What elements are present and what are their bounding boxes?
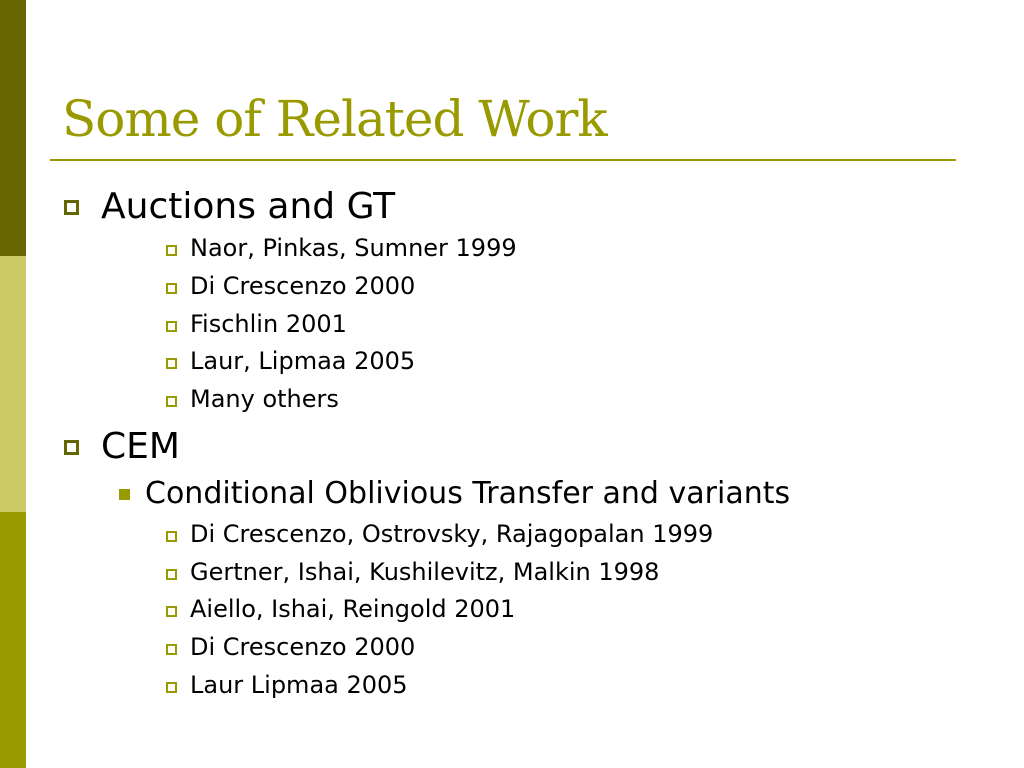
reference-text: Aiello, Ishai, Reingold 2001 <box>190 595 516 623</box>
side-bar-segment-light <box>0 256 26 512</box>
side-color-bar <box>0 0 26 768</box>
reference-text: Gertner, Ishai, Kushilevitz, Malkin 1998 <box>190 558 660 586</box>
reference-text: Laur Lipmaa 2005 <box>190 671 408 699</box>
hollow-square-bullet-icon <box>64 200 79 215</box>
reference-text: Di Crescenzo, Ostrovsky, Rajagopalan 1999 <box>190 520 714 548</box>
hollow-square-bullet-icon <box>166 321 177 332</box>
reference-text: Many others <box>190 385 339 413</box>
section-heading: CEM <box>101 426 180 467</box>
subsection-heading: Conditional Oblivious Transfer and variants <box>145 476 791 511</box>
hollow-square-bullet-icon <box>166 644 177 655</box>
side-bar-segment-mid <box>0 512 26 768</box>
hollow-square-bullet-icon <box>166 531 177 542</box>
reference-text: Di Crescenzo 2000 <box>190 272 416 300</box>
hollow-square-bullet-icon <box>64 440 79 455</box>
solid-square-bullet-icon <box>119 489 130 500</box>
hollow-square-bullet-icon <box>166 606 177 617</box>
hollow-square-bullet-icon <box>166 396 177 407</box>
reference-text: Di Crescenzo 2000 <box>190 633 416 661</box>
reference-text: Laur, Lipmaa 2005 <box>190 347 416 375</box>
hollow-square-bullet-icon <box>166 283 177 294</box>
hollow-square-bullet-icon <box>166 682 177 693</box>
reference-text: Naor, Pinkas, Sumner 1999 <box>190 234 517 262</box>
reference-text: Fischlin 2001 <box>190 310 347 338</box>
side-bar-segment-dark <box>0 0 26 256</box>
title-divider <box>50 159 956 161</box>
hollow-square-bullet-icon <box>166 245 177 256</box>
section-heading: Auctions and GT <box>101 186 396 227</box>
hollow-square-bullet-icon <box>166 569 177 580</box>
slide-title: Some of Related Work <box>62 90 607 148</box>
hollow-square-bullet-icon <box>166 358 177 369</box>
